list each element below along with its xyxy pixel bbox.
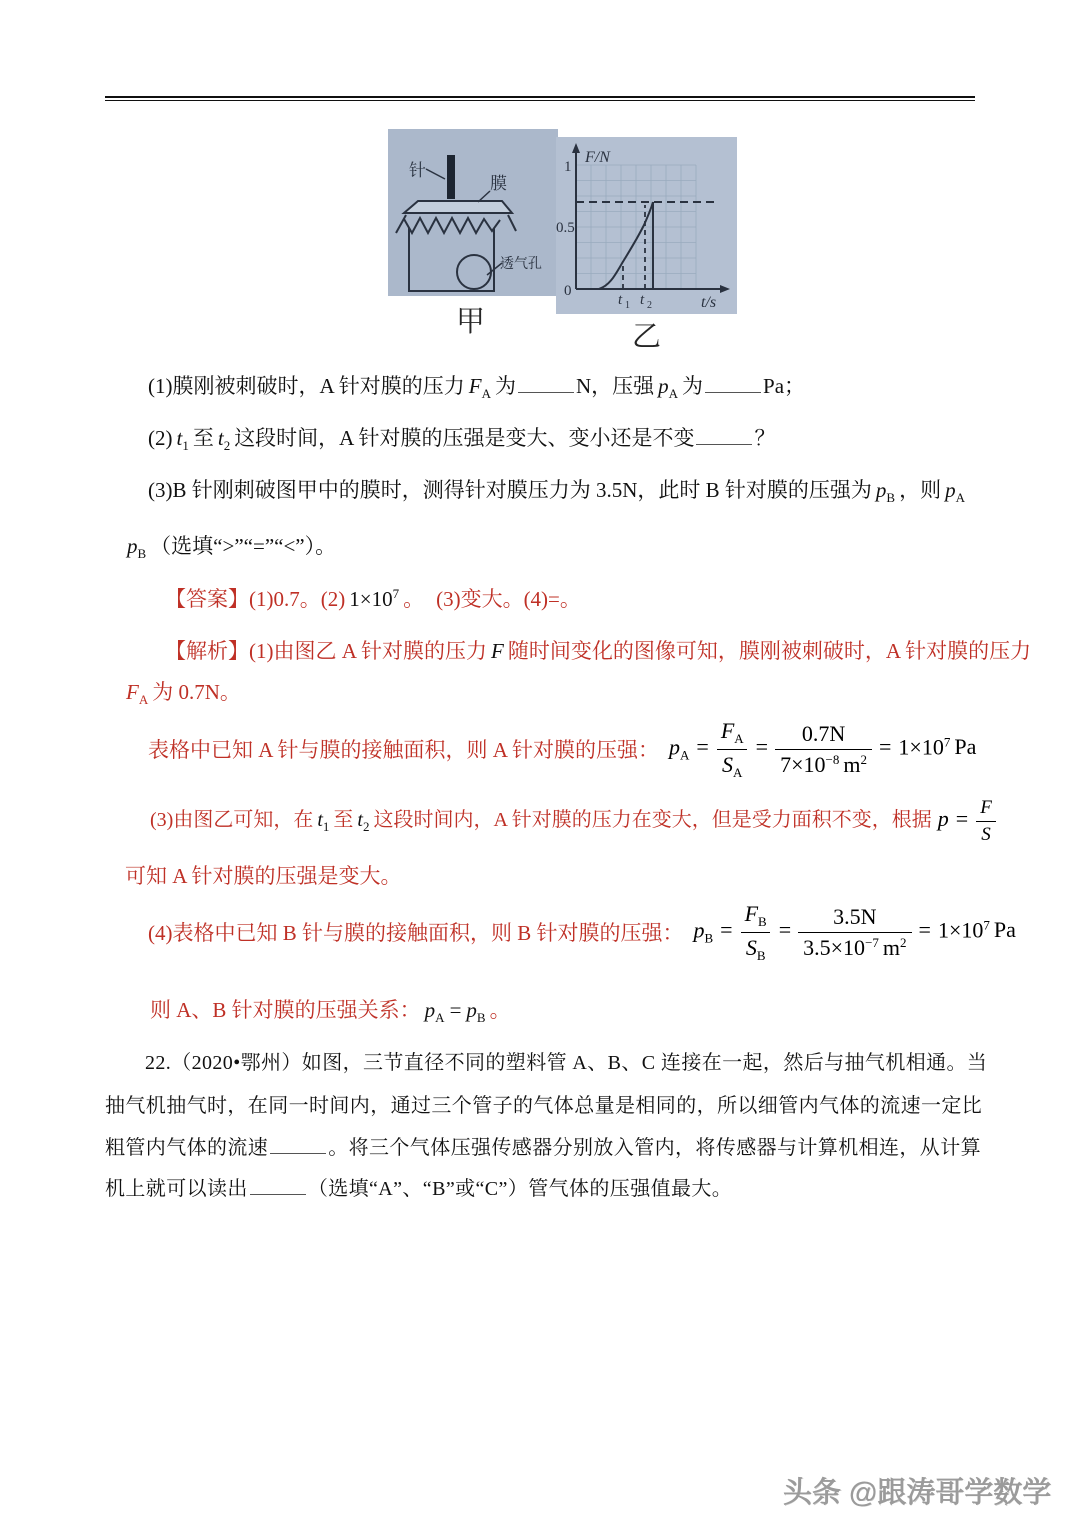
question2-line <box>148 422 775 454</box>
sub-B: B <box>704 930 714 946</box>
sub-A: A <box>138 692 149 707</box>
question22-text: 抽气机抽气时，在同一时间内，通过三个管子的气体总量是相同的，所以细管内气体的流速一定比 <box>105 1095 983 1117</box>
denominator <box>775 749 872 777</box>
caption-jia: 甲 <box>456 306 486 338</box>
x-axis-arrow <box>720 285 730 293</box>
unit-exp: 2 <box>900 934 907 950</box>
blank-field <box>250 1176 306 1195</box>
unit-Pa: Pa <box>993 917 1016 943</box>
var-t: t <box>317 808 323 831</box>
axes <box>576 149 724 289</box>
grid-lines <box>576 165 696 289</box>
jar-needle-diagram <box>388 129 558 296</box>
vent-label: 透气孔 <box>500 257 542 272</box>
coeff: 3.5×10 <box>803 934 866 960</box>
var-p: p <box>466 998 477 1022</box>
coeff: 7×10 <box>780 751 826 777</box>
blank-field <box>270 1135 326 1154</box>
question3-continuation <box>127 530 336 562</box>
caption-yi: 乙 <box>632 321 662 353</box>
question2-text: (2) <box>148 426 173 450</box>
math-t1 <box>317 808 330 834</box>
var-F: F <box>980 797 992 818</box>
y-axis-arrow <box>572 143 580 153</box>
numerator: 3.5N <box>833 904 877 930</box>
unit-m: m <box>843 751 861 777</box>
numerator: 0.7N <box>801 721 846 747</box>
question22-text: 粗管内气体的流速 <box>105 1137 269 1159</box>
sub-A: A <box>955 490 965 505</box>
math-pB <box>127 534 147 561</box>
analysis-text: 这段时间内，A 针对膜的压力在变大，但是受力面积不变，根据 <box>373 808 932 831</box>
sub-1: 1 <box>322 818 330 834</box>
jar-body <box>409 228 494 291</box>
analysis-text: 【解析】(1)由图乙 A 针对膜的压力 <box>165 639 487 663</box>
math-pB <box>875 478 896 505</box>
question1-text: 为 <box>494 374 516 398</box>
equals: = <box>449 998 462 1022</box>
sub-A: A <box>680 747 690 763</box>
analysis-text: 则 A、B 针对膜的压强关系： <box>150 998 421 1022</box>
var-p: p <box>424 998 436 1022</box>
sub-A: A <box>435 1010 445 1025</box>
math-1e7 <box>349 587 399 611</box>
fraction-values <box>798 904 911 960</box>
needle-icon <box>447 155 455 199</box>
var-S: S <box>745 934 757 960</box>
var-t: t <box>176 426 183 450</box>
question3-line <box>148 474 965 506</box>
ytick-0: 0 <box>564 283 572 299</box>
figure-yi-photo <box>556 137 737 314</box>
math-pA <box>658 374 679 401</box>
fraction-FA-SA <box>716 718 749 781</box>
formula-label: (4)表格中已知 B 针与膜的接触面积，则 B 针对膜的压强： <box>148 921 684 945</box>
formula-pB <box>694 901 1016 964</box>
var-F: F <box>468 374 482 398</box>
unit-exp: 2 <box>860 751 867 767</box>
analysis-text: (3)由图乙可知，在 <box>150 808 314 831</box>
analysis-line-1 <box>165 635 1031 665</box>
var-S: S <box>722 751 734 777</box>
cover-flare-left <box>396 215 406 233</box>
sub-A: A <box>734 730 744 746</box>
sub-B: B <box>476 1010 486 1025</box>
question2-text: 至 <box>192 426 214 450</box>
math-FA <box>126 680 149 707</box>
question3-choices: （选填“>”“=”“<”）。 <box>150 534 337 558</box>
membrane-shape <box>404 201 512 213</box>
equals: = <box>755 734 769 760</box>
x-axis-label: t/s <box>701 294 717 311</box>
xtick-t2: t <box>640 292 645 308</box>
question2-text: 这段时间，A 针对膜的压强是变大、变小还是不变 <box>234 426 695 450</box>
watermark: 头条 @跟涛哥学数学 <box>783 1477 1052 1509</box>
denominator <box>741 932 771 964</box>
numerator <box>740 901 772 932</box>
sub-B: B <box>886 490 896 505</box>
result: 1×10 <box>937 917 984 943</box>
xtick-t2-sub: 2 <box>647 300 652 311</box>
var-p: p <box>658 374 669 398</box>
var-p: p <box>127 534 138 558</box>
blank-field <box>696 426 752 445</box>
vent-hole <box>457 255 491 289</box>
needle-label: 针 <box>409 161 426 180</box>
analysis-text: 至 <box>333 808 354 831</box>
question2-text: ？ <box>754 426 776 450</box>
sub-B: B <box>756 947 766 963</box>
var-F: F <box>720 717 735 743</box>
question3-text: ，则 <box>899 478 942 502</box>
unit-Pa: Pa <box>954 734 977 760</box>
analysis-formula-pA-line <box>148 717 977 780</box>
question1-text: (1)膜刚被刺破时，A 针对膜的压力 <box>148 374 465 398</box>
question22-line-2 <box>105 1089 982 1118</box>
exponent: −7 <box>865 934 879 950</box>
math-t1 <box>176 426 189 453</box>
analysis-text: 。 <box>489 998 511 1022</box>
xtick-t1: t <box>618 292 623 308</box>
y-axis-label: F/N <box>585 149 610 166</box>
blank-field <box>518 374 574 393</box>
blank-field <box>705 374 761 393</box>
analysis-text: 随时间变化的图像可知，膜刚被刺破时，A 针对膜的压力 <box>507 639 1032 663</box>
sub-A: A <box>481 386 491 401</box>
question22-line-3 <box>105 1131 981 1160</box>
var-t: t <box>357 808 363 831</box>
math-pA <box>945 478 965 505</box>
answer-text: (3)变大。(4)=。 <box>436 587 581 611</box>
equals: = <box>720 917 733 943</box>
exponent: 7 <box>983 917 990 933</box>
exponent: 7 <box>392 586 400 601</box>
equals: = <box>696 734 709 760</box>
needle-pointer-line <box>426 169 445 179</box>
exponent: 7 <box>943 734 951 750</box>
ytick-1: 1 <box>564 159 572 175</box>
formula-p-FS <box>937 797 997 845</box>
fraction-F-S <box>975 797 997 846</box>
analysis-line-2 <box>126 676 241 708</box>
header-rule <box>105 96 975 101</box>
sub-1: 1 <box>182 438 189 453</box>
question1-line <box>148 370 805 402</box>
sub-2: 2 <box>362 818 370 834</box>
sub-B: B <box>137 546 147 561</box>
question22-text: 机上就可以读出 <box>105 1178 248 1200</box>
analysis-line-3 <box>150 797 997 846</box>
var-p: p <box>937 806 949 832</box>
var-t: t <box>217 426 224 450</box>
numerator <box>716 718 749 749</box>
question1-text: 为 <box>682 374 704 398</box>
sub-2: 2 <box>223 438 231 453</box>
question22-line-4 <box>105 1172 732 1201</box>
force-time-graph <box>556 137 737 314</box>
formula-pA <box>669 718 976 781</box>
var-F <box>491 639 504 663</box>
var-F-glyph: F <box>491 639 504 663</box>
analysis-line-4 <box>125 860 402 890</box>
xtick-t1-sub: 1 <box>625 300 630 311</box>
question3-content <box>148 474 969 506</box>
var-p: p <box>669 734 681 760</box>
analysis-text: 可知 A 针对膜的压强是变大。 <box>125 864 402 888</box>
numerator <box>975 797 997 821</box>
denominator <box>717 749 747 781</box>
analysis-line-5 <box>150 994 511 1026</box>
sub-A: A <box>733 764 743 780</box>
var-F: F <box>744 900 759 926</box>
denominator <box>976 821 996 846</box>
question22-line-1 <box>145 1046 987 1075</box>
answer-text: 【答案】(1)0.7。(2) <box>165 587 346 611</box>
question22-text: 22.（2020•鄂州）如图，三节直径不同的塑料管 A、B、C 连接在一起，然后与抽气机相通。当 <box>145 1052 988 1074</box>
torn-cover-zigzag <box>404 218 500 233</box>
equals: = <box>778 917 792 943</box>
sub-A: A <box>668 386 679 401</box>
math-pA-eq-pB <box>424 998 486 1025</box>
answer-text: 。 <box>403 587 425 611</box>
fraction-values <box>775 721 872 777</box>
result: 1×10 <box>898 734 944 760</box>
equals: = <box>918 917 931 943</box>
var-F: F <box>126 680 139 704</box>
cover-flare-right <box>508 215 516 231</box>
denominator <box>798 932 911 960</box>
math-t2 <box>217 426 231 453</box>
var-p: p <box>693 917 705 943</box>
equals: = <box>878 734 892 760</box>
math-FA <box>468 374 491 401</box>
exponent: −8 <box>825 751 840 767</box>
answer-line <box>165 583 581 613</box>
question22-text: 。将三个气体压强传感器分别放入管内，将传感器与计算机相连，从计算 <box>328 1137 982 1159</box>
fraction-FB-SB <box>740 901 772 964</box>
equals: = <box>955 806 969 832</box>
analysis-formula-pB-line <box>148 900 1016 963</box>
question1-text: Pa； <box>763 374 806 398</box>
math-t2 <box>357 808 370 834</box>
var-S: S <box>981 823 991 845</box>
sub-B: B <box>758 913 767 929</box>
question22-text: （选填“A”、“B”或“C”）管气体的压强值最大。 <box>307 1178 733 1200</box>
question3-text: (3)B 针刚刺破图甲中的膜时，测得针对膜压力为 3.5N，此时 B 针对膜的压强为 <box>148 478 872 502</box>
question1-text: N，压强 <box>575 374 655 398</box>
membrane-label: 膜 <box>490 174 507 193</box>
var-p: p <box>945 478 956 502</box>
var-p: p <box>875 478 887 502</box>
figure-jia-photo <box>388 129 558 296</box>
formula-label: 表格中已知 A 针与膜的接触面积，则 A 针对膜的压强： <box>148 738 660 762</box>
unit-m: m <box>882 934 901 960</box>
mantissa: 1×10 <box>349 587 393 611</box>
ytick-05: 0.5 <box>556 220 575 236</box>
analysis-text: 为 0.7N。 <box>152 680 241 704</box>
